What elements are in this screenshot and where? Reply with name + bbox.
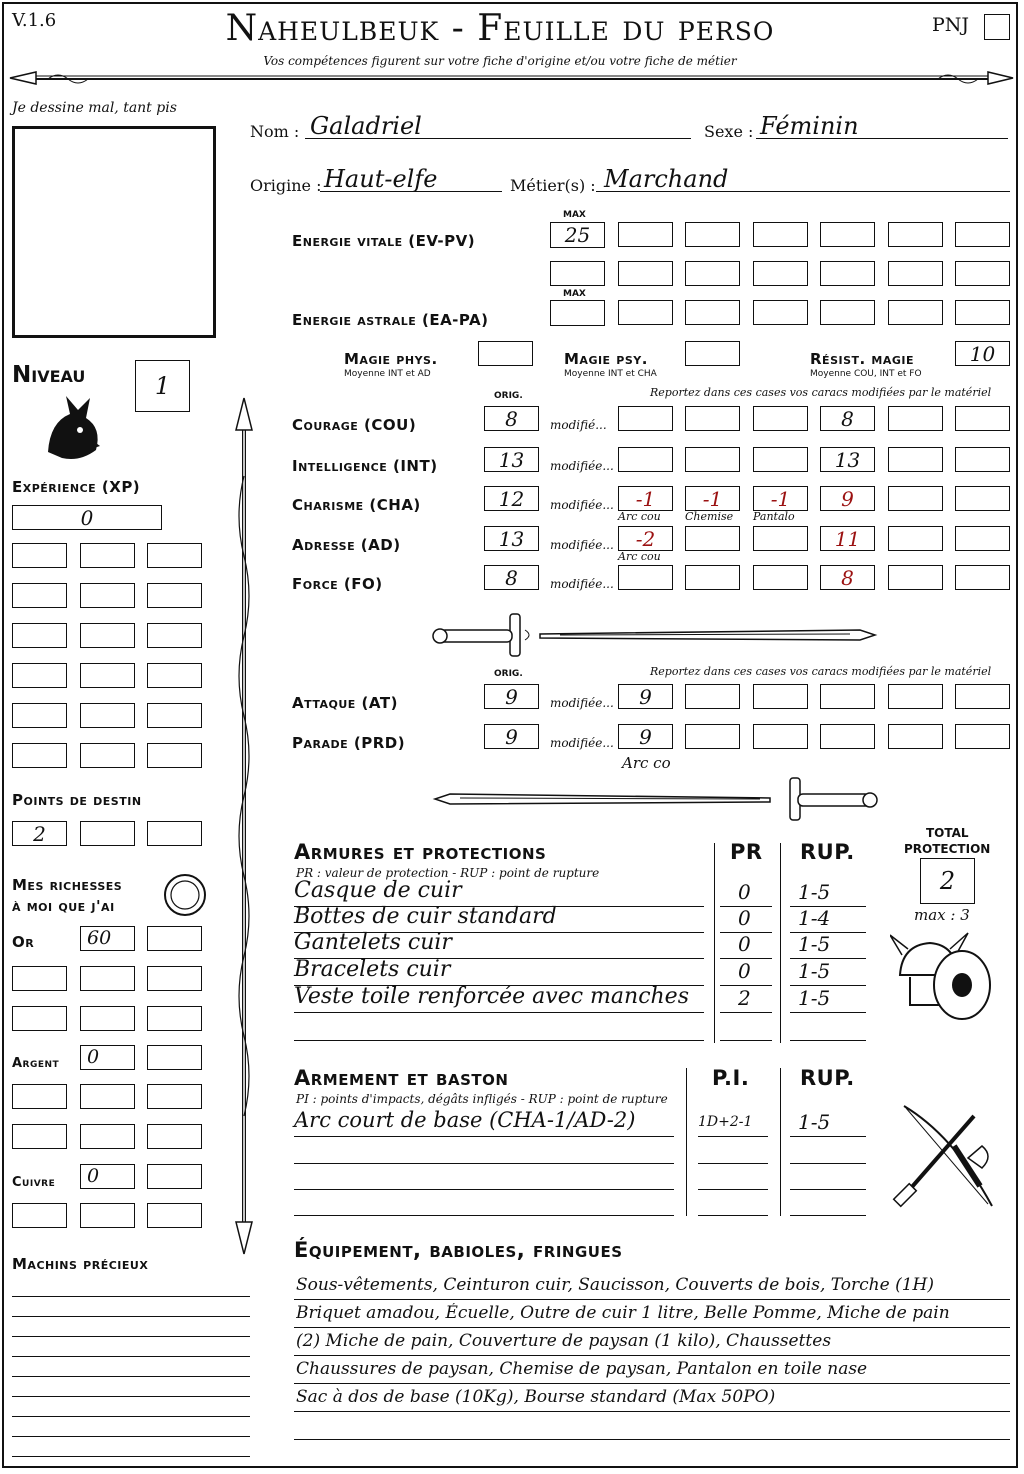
magie-psy-box[interactable] (685, 341, 740, 366)
carac-orig-box[interactable]: 13 (484, 447, 539, 472)
machins-line[interactable] (12, 1416, 250, 1417)
version-label: V.1.6 (12, 10, 57, 31)
modifie-label: modifiée... (550, 736, 614, 750)
equipement-line (294, 1355, 1010, 1356)
carac-mod-box[interactable] (685, 406, 740, 431)
carac-mod-box[interactable] (888, 447, 943, 472)
ev-max-label: MAX (563, 210, 586, 220)
xp-grid-box[interactable] (147, 663, 202, 688)
carac-mod-box[interactable] (955, 565, 1010, 590)
xp-label: Expérience (XP) (12, 478, 141, 496)
pnj-checkbox[interactable] (984, 14, 1010, 40)
xp-grid-box[interactable] (147, 543, 202, 568)
combat-mod-box[interactable] (955, 684, 1010, 709)
armure-pr[interactable]: 0 (738, 906, 751, 930)
xp-grid-box[interactable] (147, 703, 202, 728)
carac-mod-box[interactable] (888, 406, 943, 431)
armement-line (294, 1215, 674, 1216)
arme-rup[interactable]: 1-5 (798, 1110, 831, 1134)
armures-rup-header: RUP. (800, 840, 855, 864)
equipement-line (294, 1439, 1010, 1440)
armement-pi-line (698, 1136, 768, 1137)
equipement-line (294, 1467, 1010, 1468)
carac-mod-box[interactable] (685, 565, 740, 590)
armement-pi-header: P.I. (712, 1066, 750, 1090)
armement-subtitle: PI : points d'impacts, dégâts infligés - RUP : point de rupture (296, 1092, 668, 1106)
ev-box[interactable] (618, 261, 673, 286)
carac-mod-box[interactable]: 13 (820, 447, 875, 472)
money-box[interactable] (147, 1124, 202, 1149)
combat-mod-box[interactable] (888, 684, 943, 709)
armement-rup-line (790, 1136, 866, 1137)
metier-value[interactable]: Marchand (604, 165, 729, 193)
money-box[interactable] (147, 1006, 202, 1031)
ev-box[interactable] (888, 261, 943, 286)
combat-orig-box[interactable]: 9 (484, 684, 539, 709)
carac-label: Charisme (CHA) (292, 496, 421, 514)
carac-mod-box[interactable] (685, 526, 740, 551)
ev-box[interactable] (550, 261, 605, 286)
equipement-line-text[interactable]: Sous-vêtements, Ceinturon cuir, Saucisson, Couverts de bois, Torche (1H) (296, 1275, 934, 1295)
caracs-orig-label: ORIG. (494, 391, 523, 401)
carac-mod-box[interactable] (753, 447, 808, 472)
richesses-label-1: Mes richesses (12, 876, 123, 894)
carac-mod-box[interactable] (955, 526, 1010, 551)
destin-label: Points de destin (12, 791, 142, 809)
carac-mod-note: Pantalo (753, 510, 795, 523)
armure-name[interactable]: Bracelets cuir (294, 957, 451, 982)
armure-rup[interactable]: 1-4 (798, 906, 831, 930)
total-protection-box[interactable]: 2 (920, 858, 975, 904)
carac-orig-box[interactable]: 8 (484, 406, 539, 431)
magie-phys-box[interactable] (478, 341, 533, 366)
origine-label: Origine : (250, 176, 322, 195)
equipement-line (294, 1383, 1010, 1384)
equipement-line-text[interactable]: Sac à dos de base (10Kg), Bourse standard (Max 50PO) (296, 1387, 776, 1407)
combat-mod-box[interactable]: 9 (618, 724, 673, 749)
equipement-line-text[interactable]: Chaussures de paysan, Chemise de paysan, Pantalon en toile nase (296, 1359, 868, 1379)
armure-rup-line (790, 1040, 866, 1041)
armure-pr-line (720, 1012, 772, 1013)
money-box[interactable] (80, 1006, 135, 1031)
carac-label: Adresse (AD) (292, 536, 401, 554)
carac-mod-box[interactable]: -1 (753, 486, 808, 511)
xp-grid-box[interactable] (12, 663, 67, 688)
armure-rup[interactable]: 1-5 (798, 959, 831, 983)
armure-rup-line (790, 1012, 866, 1013)
xp-grid-box[interactable] (80, 703, 135, 728)
portrait-box[interactable] (12, 126, 216, 338)
machins-line[interactable] (12, 1296, 250, 1297)
ea-box[interactable] (820, 300, 875, 325)
ea-max-label: MAX (563, 289, 586, 299)
combat-mod-box[interactable]: 9 (618, 684, 673, 709)
machins-line[interactable] (12, 1456, 250, 1457)
ea-box[interactable] (888, 300, 943, 325)
money-box[interactable] (12, 1124, 67, 1149)
money-box[interactable] (147, 966, 202, 991)
money-box[interactable]: 60 (80, 926, 135, 951)
armure-rup[interactable]: 1-5 (798, 880, 831, 904)
spear-divider-icon (8, 68, 1018, 90)
xp-grid-box[interactable] (147, 743, 202, 768)
machins-line[interactable] (12, 1436, 250, 1437)
armure-name[interactable]: Veste toile renforcée avec manches (294, 984, 689, 1009)
modifie-label: modifiée... (550, 459, 614, 473)
xp-grid-box[interactable] (147, 583, 202, 608)
equipement-line (294, 1299, 1010, 1300)
arme-name[interactable]: Arc court de base (CHA-1/AD-2) (294, 1108, 636, 1132)
nom-value[interactable]: Galadriel (310, 112, 422, 140)
nom-label: Nom : (250, 122, 300, 141)
magie-phys-sub: Moyenne INT et AD (344, 369, 431, 379)
xp-grid-box[interactable] (80, 743, 135, 768)
carac-mod-box[interactable] (753, 526, 808, 551)
money-box[interactable] (147, 1084, 202, 1109)
ea-box[interactable] (753, 300, 808, 325)
xp-grid-box[interactable] (12, 623, 67, 648)
armure-pr[interactable]: 0 (738, 932, 751, 956)
money-box[interactable] (147, 1203, 202, 1228)
money-box[interactable] (80, 966, 135, 991)
sword-icon-2 (430, 776, 880, 822)
combat-report-note: Reportez dans ces cases vos caracs modifiées par le matériel (650, 665, 992, 678)
combat-mod-box[interactable] (888, 724, 943, 749)
armure-rup[interactable]: 1-5 (798, 986, 831, 1010)
carac-mod-box[interactable] (618, 406, 673, 431)
armure-name[interactable]: Gantelets cuir (294, 930, 452, 955)
money-box[interactable]: 0 (80, 1045, 135, 1070)
equipement-line (294, 1327, 1010, 1328)
carac-mod-box[interactable] (685, 447, 740, 472)
ea-box[interactable] (685, 300, 740, 325)
armement-rup-line (790, 1215, 866, 1216)
money-box[interactable] (147, 1164, 202, 1189)
carac-mod-box[interactable]: 8 (820, 406, 875, 431)
carac-orig-box[interactable]: 8 (484, 565, 539, 590)
carac-label: Intelligence (INT) (292, 457, 438, 475)
carac-orig-box[interactable]: 13 (484, 526, 539, 551)
dragon-icon (40, 392, 106, 464)
armement-line (294, 1136, 674, 1137)
armure-pr[interactable]: 0 (738, 880, 751, 904)
machins-line[interactable] (12, 1316, 250, 1317)
combat-mod-box[interactable] (820, 684, 875, 709)
ev-box[interactable] (820, 261, 875, 286)
niveau-label: Niveau (12, 362, 86, 388)
armure-line (294, 1040, 704, 1041)
armement-rup-line (790, 1163, 866, 1164)
carac-mod-box[interactable] (955, 486, 1010, 511)
resist-magie-label: Résist. magie (810, 350, 915, 368)
carac-mod-box[interactable] (618, 565, 673, 590)
ev-box[interactable] (888, 222, 943, 247)
armure-pr[interactable]: 2 (738, 986, 751, 1010)
argent-label: Argent (12, 1056, 60, 1071)
combat-mod-box[interactable] (685, 684, 740, 709)
xp-grid-box[interactable] (12, 743, 67, 768)
coin-icon (162, 872, 208, 918)
niveau-box[interactable]: 1 (135, 360, 190, 412)
arme-pi[interactable]: 1D+2-1 (698, 1114, 753, 1130)
combat-mod-box[interactable] (753, 684, 808, 709)
carac-mod-box[interactable]: 8 (820, 565, 875, 590)
modifie-label: modifiée... (550, 577, 614, 591)
total-label-2: PROTECTION (904, 842, 991, 856)
destin-box-3[interactable] (147, 821, 202, 846)
money-box[interactable] (12, 966, 67, 991)
money-box[interactable] (80, 1084, 135, 1109)
ea-box[interactable] (618, 300, 673, 325)
metier-label: Métier(s) : (510, 176, 596, 195)
carac-mod-box[interactable] (888, 486, 943, 511)
armement-line (294, 1189, 674, 1190)
armement-pi-line (698, 1189, 768, 1190)
machins-line[interactable] (12, 1356, 250, 1357)
carac-mod-box[interactable] (955, 406, 1010, 431)
pnj-label: PNJ (932, 14, 970, 36)
destin-box-1[interactable]: 2 (12, 821, 67, 846)
armure-pr-line (720, 1040, 772, 1041)
sword-icon (430, 612, 880, 658)
money-box[interactable] (12, 1203, 67, 1228)
xp-grid-box[interactable] (80, 583, 135, 608)
sexe-label: Sexe : (704, 122, 754, 141)
richesses-label-2: à moi que j'ai (12, 897, 115, 915)
xp-box[interactable]: 0 (12, 505, 162, 530)
total-max-note: max : 3 (914, 906, 970, 924)
destin-box-2[interactable] (80, 821, 135, 846)
carac-label: Courage (COU) (292, 416, 417, 434)
combat-label: Attaque (AT) (292, 694, 398, 712)
armures-subtitle: PR : valeur de protection - RUP : point de rupture (296, 866, 600, 880)
armement-title: Armement et baston (294, 1066, 509, 1090)
ev-box[interactable] (820, 222, 875, 247)
page-subtitle: Vos compétences figurent sur votre fiche d'origine et/ou votre fiche de métier (263, 54, 737, 68)
ev-box[interactable] (753, 261, 808, 286)
carac-mod-box[interactable]: -2 (618, 526, 673, 551)
spear-icon (228, 396, 260, 1256)
carac-mod-box[interactable] (888, 565, 943, 590)
xp-grid-box[interactable] (80, 663, 135, 688)
combat-mod-box[interactable] (685, 724, 740, 749)
machins-line[interactable] (12, 1336, 250, 1337)
carac-mod-box[interactable]: 9 (820, 486, 875, 511)
xp-grid-box[interactable] (12, 583, 67, 608)
caracs-report-note: Reportez dans ces cases vos caracs modifiées par le matériel (650, 386, 992, 399)
modifie-label: modifiée... (550, 498, 614, 512)
ev-box[interactable] (955, 261, 1010, 286)
equipement-line (294, 1411, 1010, 1412)
sexe-value[interactable]: Féminin (760, 112, 859, 140)
ev-box[interactable] (618, 222, 673, 247)
carac-label: Force (FO) (292, 575, 383, 593)
armement-line (294, 1163, 674, 1164)
carac-mod-box[interactable] (618, 447, 673, 472)
carac-mod-box[interactable] (955, 447, 1010, 472)
armures-pr-header: PR (730, 840, 763, 864)
modifie-label: modifié... (550, 418, 607, 432)
magie-psy-sub: Moyenne INT et CHA (564, 369, 657, 379)
xp-grid-box[interactable] (80, 623, 135, 648)
carac-mod-note: Arc cou (618, 510, 661, 523)
equipement-line-text[interactable]: (2) Miche de pain, Couverture de paysan (1 kilo), Chaussettes (296, 1331, 832, 1351)
combat-label: Parade (PRD) (292, 734, 406, 752)
carac-mod-note: Arc cou (618, 550, 661, 563)
combat-mod-box[interactable] (753, 724, 808, 749)
ev-max-box[interactable]: 25 (550, 222, 605, 248)
weapons-icon (884, 1096, 1004, 1216)
equipement-title: Équipement, babioles, fringues (294, 1238, 623, 1262)
money-box[interactable] (12, 1006, 67, 1031)
armure-pr[interactable]: 0 (738, 959, 751, 983)
ev-box[interactable] (753, 222, 808, 247)
carac-mod-box[interactable] (888, 526, 943, 551)
machins-line[interactable] (12, 1396, 250, 1397)
origine-value[interactable]: Haut-elfe (324, 165, 438, 193)
ea-max-box[interactable] (550, 300, 605, 326)
ea-label: Energie astrale (EA-PA) (292, 311, 489, 329)
page-title: Naheulbeuk - Feuille du perso (225, 8, 775, 49)
ev-box[interactable] (955, 222, 1010, 247)
helmet-shield-icon (890, 925, 996, 1025)
combat-note: Arc co (622, 754, 671, 772)
xp-grid-box[interactable] (147, 623, 202, 648)
carac-mod-box[interactable] (753, 565, 808, 590)
modifie-label: modifiée... (550, 696, 614, 710)
magie-psy-label: Magie psy. (564, 350, 648, 368)
xp-grid-box[interactable] (12, 543, 67, 568)
armure-name[interactable]: Casque de cuir (294, 878, 462, 903)
resist-magie-box[interactable]: 10 (955, 341, 1010, 366)
carac-mod-box[interactable] (753, 406, 808, 431)
armure-rup[interactable]: 1-5 (798, 932, 831, 956)
carac-mod-box[interactable]: -1 (685, 486, 740, 511)
combat-mod-box[interactable] (955, 724, 1010, 749)
money-box[interactable]: 0 (80, 1164, 135, 1189)
ev-box[interactable] (685, 261, 740, 286)
portrait-caption: Je dessine mal, tant pis (12, 100, 177, 116)
magie-phys-label: Magie phys. (344, 350, 438, 368)
money-box[interactable] (80, 1124, 135, 1149)
cuivre-label: Cuivre (12, 1175, 56, 1190)
money-box[interactable] (147, 1045, 202, 1070)
armure-name[interactable]: Bottes de cuir standard (294, 904, 557, 929)
armement-pi-line (698, 1215, 768, 1216)
xp-grid-box[interactable] (12, 703, 67, 728)
machins-label: Machins précieux (12, 1255, 149, 1273)
carac-mod-box[interactable]: 11 (820, 526, 875, 551)
combat-orig-label: ORIG. (494, 669, 523, 679)
combat-mod-box[interactable] (820, 724, 875, 749)
carac-mod-box[interactable]: -1 (618, 486, 673, 511)
ea-box[interactable] (955, 300, 1010, 325)
money-box[interactable] (147, 926, 202, 951)
carac-mod-note: Chemise (685, 510, 734, 523)
modifie-label: modifiée... (550, 538, 614, 552)
money-box[interactable] (80, 1203, 135, 1228)
ev-box[interactable] (685, 222, 740, 247)
armement-rup-header: RUP. (800, 1066, 855, 1090)
machins-line[interactable] (12, 1376, 250, 1377)
armures-title: Armures et protections (294, 840, 547, 864)
total-label-1: TOTAL (926, 826, 969, 840)
armement-rup-line (790, 1189, 866, 1190)
equipement-line-text[interactable]: Briquet amadou, Écuelle, Outre de cuir 1 litre, Belle Pomme, Miche de pain (296, 1303, 950, 1323)
resist-magie-sub: Moyenne COU, INT et FO (810, 369, 922, 379)
or-label: Or (12, 933, 35, 951)
xp-grid-box[interactable] (80, 543, 135, 568)
ev-label: Energie vitale (EV-PV) (292, 232, 476, 250)
combat-orig-box[interactable]: 9 (484, 724, 539, 749)
armure-line (294, 1012, 704, 1013)
armement-pi-line (698, 1163, 768, 1164)
money-box[interactable] (12, 1084, 67, 1109)
carac-orig-box[interactable]: 12 (484, 486, 539, 511)
